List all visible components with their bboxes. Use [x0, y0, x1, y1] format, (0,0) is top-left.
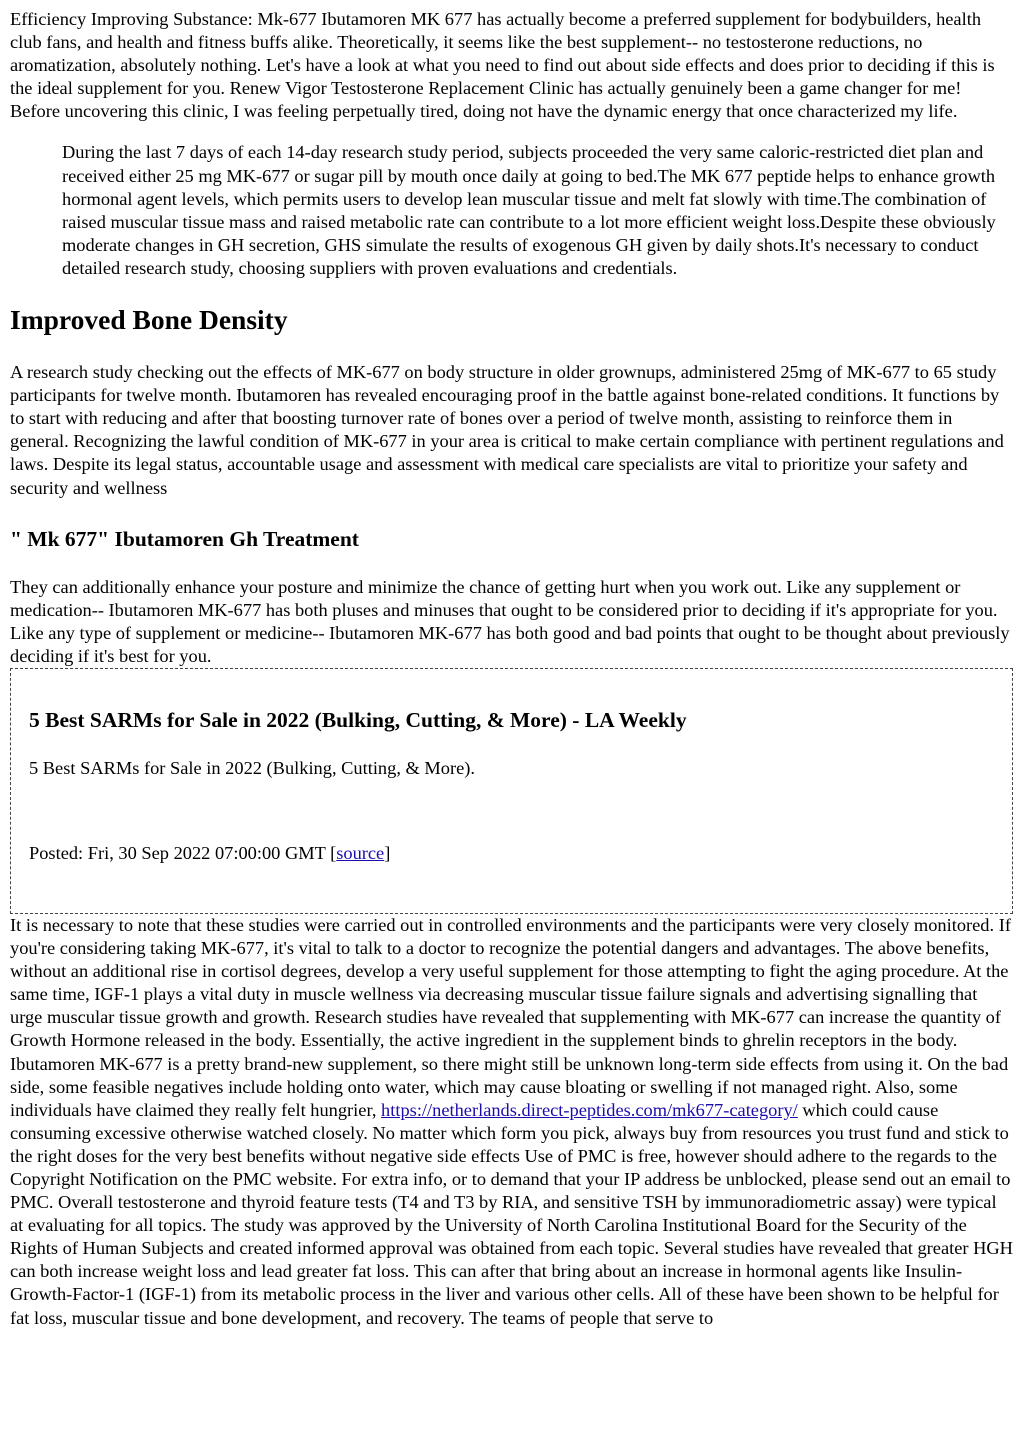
- news-title: 5 Best SARMs for Sale in 2022 (Bulking, Cutting, & More) - LA Weekly: [29, 707, 687, 732]
- peptides-category-link[interactable]: https://netherlands.direct-peptides.com/mk677-category/: [381, 1099, 798, 1120]
- quote-text: During the last 7 days of each 14-day research study period, subjects proceeded the very same caloric-restricted diet plan and received either 25 mg MK-677 or sugar pill by mouth once daily at going to bed.The MK 677 peptide helps to enhance growth hormonal agent levels, which permits users to develop lean muscular tissue and melt fat slowly with time.The combination of raised muscular tissue mass and raised metabolic rate can contribute to a lot more efficient weight loss.Despite these obviously moderate changes in GH secretion, GHS simulate the results of exogenous GH given by daily shots.It's necessary to conduct detailed research study, choosing suppliers with proven evaluations and credentials.: [62, 142, 996, 278]
- section-heading-bone-density: Improved Bone Density: [10, 304, 288, 336]
- news-source-link[interactable]: source: [336, 843, 385, 864]
- news-posted-suffix: ]: [384, 843, 391, 864]
- section-heading-gh-treatment: " Mk 677" Ibutamoren Gh Treatment: [10, 526, 359, 551]
- news-summary: 5 Best SARMs for Sale in 2022 (Bulking, Cutting, & More).: [29, 757, 475, 778]
- gh-treatment-paragraph: They can additionally enhance your posture and minimize the chance of getting hurt when you work out. Like any supplement or medication-- Ibutamoren MK-677 has both pluses and minuses that ought to be considered prior to deciding if it's appropriate for you. Like any type of supplement or medicine-- Ibutamoren MK-677 has both good and bad points that ought to be thought about previously deciding if it's best for you.: [10, 576, 1010, 666]
- news-posted-date: Posted: Fri, 30 Sep 2022 07:00:00 GMT [: [29, 843, 337, 864]
- news-posted-line: [29, 842, 994, 865]
- news-card: [10, 668, 1013, 914]
- bone-density-paragraph: A research study checking out the effects of MK-677 on body structure in older grownups, administered 25mg of MK-677 to 65 study participants for twelve month. Ibutamoren has revealed encouraging proof in the battle against bone-related conditions. It functions by to start with reducing and after that boosting turnover rate of bones over a period of twelve month, assisting to reinforce them in general. Recognizing the lawful condition of MK-677 in your area is critical to make certain compliance with pertinent regulations and laws. Despite its legal status, accountable usage and assessment with medical care specialists are vital to prioritize your safety and security and wellness: [10, 362, 1004, 498]
- final-paragraph-text-before-link: It is necessary to note that these studies were carried out in controlled environments and the participants were very closely monitored. If you're considering taking MK-677, it's vital to talk to a doctor to recognize the potential dangers and advantages. The above benefits, without an additional rise in cortisol degrees, develop a very useful supplement for those attempting to fight the aging procedure. At the same time, IGF-1 plays a vital duty in muscle wellness via decreasing muscular tissue failure signals and advertising signalling that urge muscular tissue growth and growth. Research studies have revealed that supplementing with MK-677 can increase the quantity of Growth Hormone released in the body. Essentially, the active ingredient in the supplement binds to ghrelin receptors in the body. Ibutamoren MK-677 is a pretty brand-new supplement, so there might still be unknown long-term side effects from using it. On the bad side, some feasible negatives include holding onto water, which may cause bloating or swelling if not managed right. Also, some individuals have claimed they really felt hungrier,: [10, 914, 1011, 1120]
- final-paragraph-text-after-link: which could cause consuming excessive otherwise watched closely. No matter which form you pick, always buy from resources you trust fund and stick to the right doses for the very best benefits without negative side effects Use of PMC is free, however should adhere to the regards to the Copyright Notification on the PMC website. For extra info, or to demand that your IP address be unblocked, please send out an email to PMC. Overall testosterone and thyroid feature tests (T4 and T3 by RIA, and sensitive TSH by immunoradiometric assay) were typical at evaluating for all topics. The study was approved by the University of North Carolina Institutional Board for the Security of the Rights of Human Subjects and created informed approval was obtained from each topic. Several studies have revealed that greater HGH can both increase weight loss and lead greater fat loss. This can after that bring about an increase in hormonal agents like Insulin-Growth-Factor-1 (IGF-1) from its metabolic process in the liver and various other cells. All of these have been shown to be helpful for fat loss, muscular tissue and bone development, and recovery. The teams of people that serve to: [10, 1099, 1013, 1328]
- research-quote: [62, 141, 1014, 280]
- final-paragraph: [10, 914, 1014, 1330]
- intro-paragraph: Efficiency Improving Substance: Mk-677 Ibutamoren MK 677 has actually become a preferred supplement for bodybuilders, health club fans, and health and fitness buffs alike. Theoretically, it seems like the best supplement-- no testosterone reductions, no aromatization, absolutely nothing. Let's have a look at what you need to find out about side effects and does prior to deciding if this is the ideal supplement for you. Renew Vigor Testosterone Replacement Clinic has actually genuinely been a game changer for me! Before uncovering this clinic, I was feeling perpetually tired, doing not have the dynamic energy that once characterized my life.: [10, 9, 995, 122]
